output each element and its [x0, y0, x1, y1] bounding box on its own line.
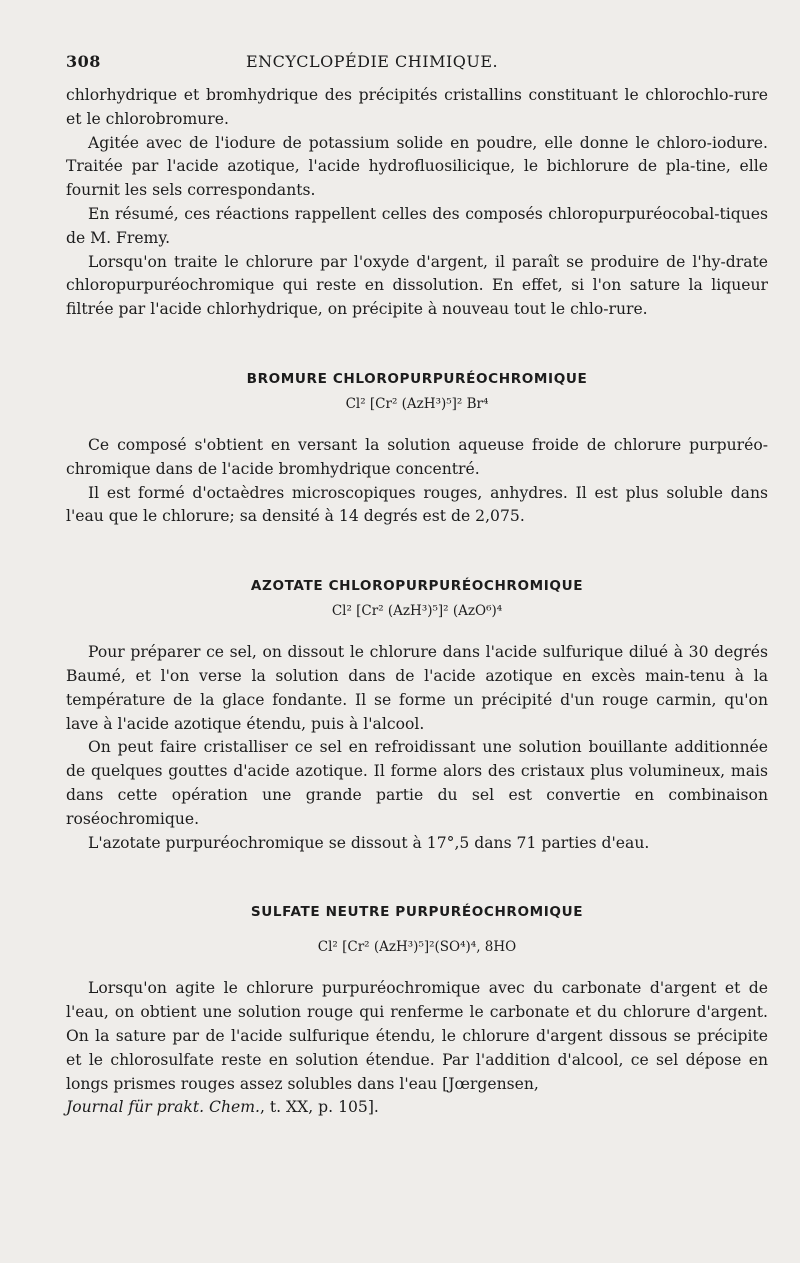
paragraph: Lorsqu'on traite le chlorure par l'oxyde d'argent, il paraît se produire de l'hy-drate chloropurpuréochromique qui reste en dissolution. En effet, si l'on sature la liqueur filtrée par l'acide chlorhydrique, on précipite à nouveau tout le chlo-rure.: [66, 252, 768, 319]
page-number: 308: [66, 52, 101, 71]
paragraph: En résumé, ces réactions rappellent celles des composés chloropurpuréocobal-tiques de M. Fremy.: [66, 204, 768, 247]
paragraph: Il est formé d'octaèdres microscopiques rouges, anhydres. Il est plus soluble dans l'eau que le chlorure; sa densité à 14 degrés est de 2,075.: [66, 483, 768, 526]
section-title: AZOTATE CHLOROPURPURÉOCHROMIQUE: [250, 578, 584, 595]
paragraph: Agitée avec de l'iodure de potassium solide en poudre, elle donne le chloro-iodure. Traitée par l'acide azotique, l'acide hydrofluosilicique, le bichlorure de pla-tine, elle fournit les sels correspondants.: [66, 133, 768, 200]
reference-line: [66, 1096, 768, 1120]
chemical-formula: Cl² [Cr² (AzH³)⁵]² Br⁴: [345, 395, 489, 412]
page-body: [66, 84, 768, 1120]
paragraph: Pour préparer ce sel, on dissout le chlorure dans l'acide sulfurique dilué à 30 degrés Baumé, et l'on verse la solution dans de l'acide azotique en excès main-tenu à la température de la glace fondante. Il se forme un précipité d'un rouge carmin, qu'on lave à l'acide azotique étendu, puis à l'alcool.: [66, 643, 768, 733]
section-title: SULFATE NEUTRE PURPURÉOCHROMIQUE: [250, 904, 584, 921]
page-header: [66, 52, 768, 76]
journal-details: , t. XX, p. 105].: [259, 1098, 379, 1117]
chemical-formula: Cl² [Cr² (AzH³)⁵]²(SO⁴)⁴, 8HO: [317, 939, 517, 956]
paragraph: L'azotate purpuréochromique se dissout à 17°,5 dans 71 parties d'eau.: [88, 833, 650, 852]
section-title: BROMURE CHLOROPURPURÉOCHROMIQUE: [246, 370, 588, 387]
journal-title: Journal für prakt. Chem.: [66, 1098, 260, 1117]
paragraph: Ce composé s'obtient en versant la solution aqueuse froide de chlorure purpuréo-chromique dans de l'acide bromhydrique concentré.: [66, 435, 768, 478]
running-title: ENCYCLOPÉDIE CHIMIQUE.: [246, 52, 499, 71]
paragraph: On peut faire cristalliser ce sel en refroidissant une solution bouillante additionnée de quelques gouttes d'acide azotique. Il forme alors des cristaux plus volumineux, mais dans cette opération une grande partie du sel est convertie en combinaison roséochromique.: [66, 738, 768, 828]
paragraph: chlorhydrique et bromhydrique des précipités cristallins constituant le chlorochlo-rure et le chlorobromure.: [66, 86, 768, 128]
chemical-formula: Cl² [Cr² (AzH³)⁵]² (AzO⁶)⁴: [331, 603, 503, 620]
paragraph: Lorsqu'on agite le chlorure purpuréochromique avec du carbonate d'argent et de l'eau, on obtient une solution rouge qui renferme le carbonate et du chlorure d'argent. On la sature par de l'acide sulfurique étendu, le chlorure d'argent dissous se précipite et le chlorosulfate reste en solution étendue. Par l'addition d'alcool, ce sel dépose en longs prismes rouges assez solubles dans l'eau [Jœrgensen,: [66, 979, 768, 1093]
